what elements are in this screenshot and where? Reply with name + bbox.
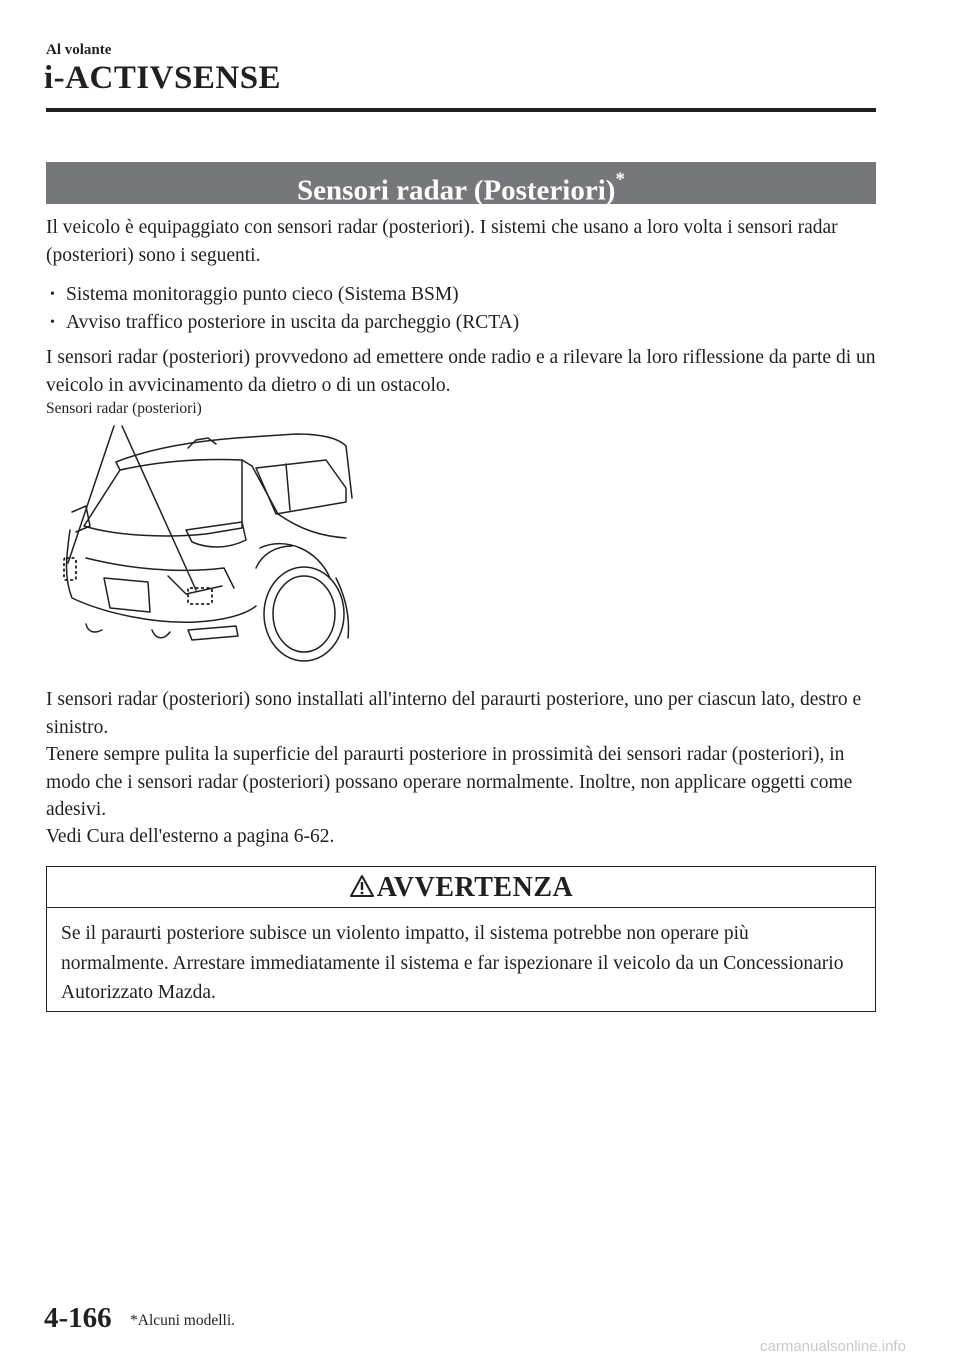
figure-caption: Sensori radar (posteriori)	[46, 400, 202, 417]
cleaning-paragraph: Tenere sempre pulita la superficie del paraurti posteriore in prossimità dei sensori radar (posteriori), in modo che i sensori radar (posteriori) possano operare normalmente. Inoltre, non applicare oggetti come adesivi.	[46, 744, 853, 820]
warning-triangle-icon	[349, 874, 375, 898]
installation-paragraph: I sensori radar (posteriori) sono installati all'interno del paraurti posteriore, uno per ciascun lato, destro e sinistro.	[46, 689, 862, 738]
bullet-dot-icon: •	[50, 287, 55, 302]
title-bar	[46, 162, 876, 207]
page-number: 4-166	[44, 1302, 112, 1334]
watermark: carmanualsonline.info	[760, 1338, 906, 1355]
bullet-dot-icon: •	[50, 315, 55, 330]
bullet-item	[50, 281, 459, 308]
warning-heading: AVVERTENZA	[376, 872, 574, 903]
bullet-text: Sistema monitoraggio punto cieco (Sistema BSM)	[66, 284, 459, 305]
warning-body: Se il paraurti posteriore subisce un violento impatto, il sistema potrebbe non operare più normalmente. Arrestare immediatamente il sistema e far ispezionare il veicolo da un Concessionario Autorizzato Mazda.	[61, 923, 844, 1003]
warning-header	[47, 867, 875, 908]
reference-paragraph: Vedi Cura dell'esterno a pagina 6-62.	[46, 826, 335, 847]
section-label: Al volante	[46, 42, 112, 58]
section-title: i-ACTIVSENSE	[44, 60, 282, 96]
warning-box	[46, 866, 876, 1012]
car-rear-illustration	[46, 418, 366, 663]
footnote: *Alcuni modelli.	[130, 1312, 236, 1329]
header-rule	[46, 108, 876, 112]
title-asterisk: *	[615, 169, 625, 190]
intro-paragraph: Il veicolo è equipaggiato con sensori radar (posteriori). I sistemi che usano a loro volta i sensori radar (posteriori) sono i seguenti.	[46, 217, 838, 266]
page-title: Sensori radar (Posteriori)	[297, 174, 616, 207]
bullet-item	[50, 309, 519, 336]
bullet-text: Avviso traffico posteriore in uscita da parcheggio (RCTA)	[66, 312, 520, 333]
description-paragraph: I sensori radar (posteriori) provvedono ad emettere onde radio e a rilevare la loro riflessione da parte di un veicolo in avvicinamento da dietro o di un ostacolo.	[46, 347, 876, 396]
